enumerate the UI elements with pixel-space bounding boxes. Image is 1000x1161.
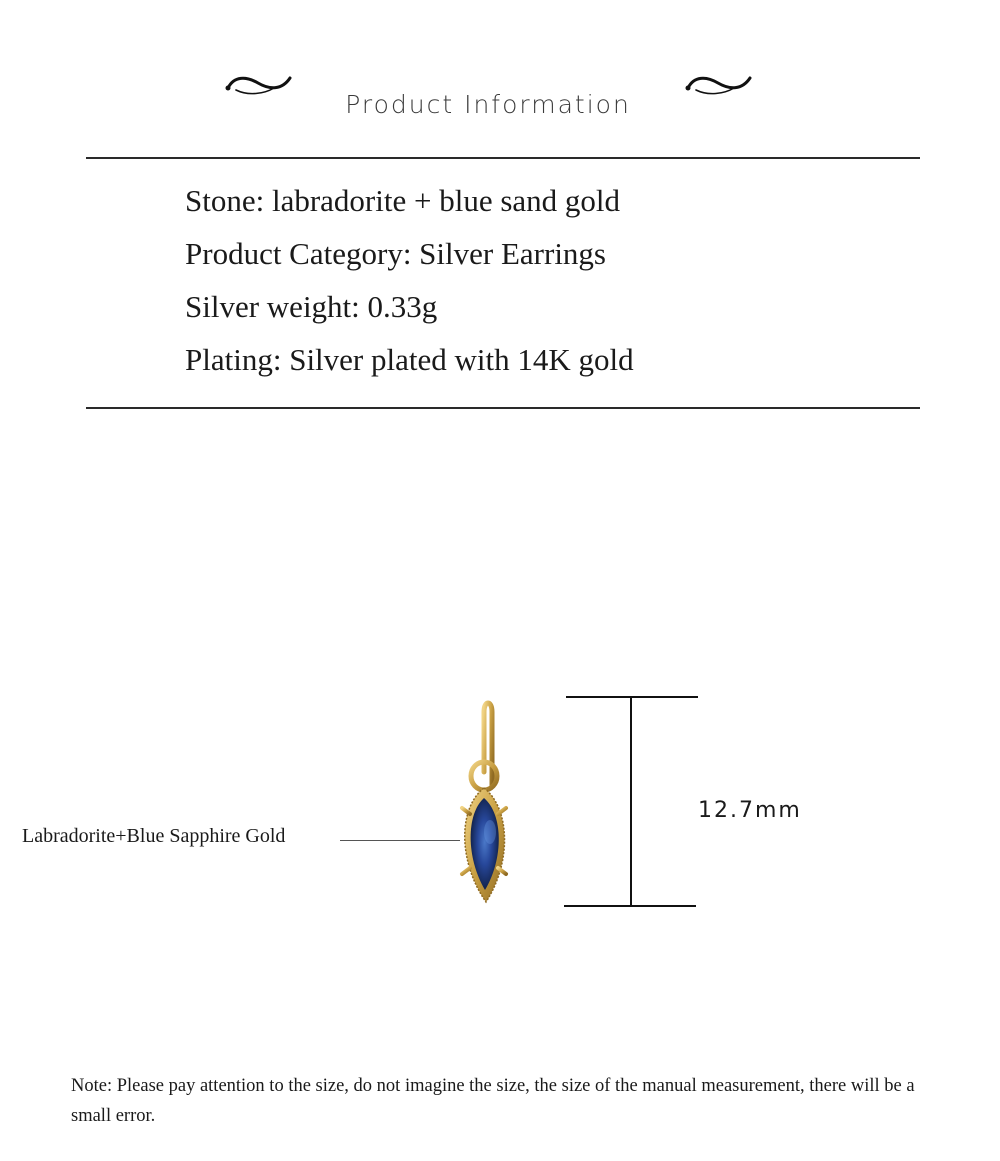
section-title: Product Information [345, 90, 631, 119]
dimension-vertical-line [630, 697, 632, 906]
dimension-value: 12.7mm [698, 798, 802, 823]
dimension-bottom-line [564, 905, 696, 907]
stone-label: Labradorite+Blue Sapphire Gold [22, 825, 286, 847]
spec-stone: Stone: labradorite + blue sand gold [185, 183, 621, 218]
bottom-divider [86, 407, 920, 409]
spec-weight: Silver weight: 0.33g [185, 289, 438, 324]
spec-category: Product Category: Silver Earrings [185, 236, 606, 271]
earring-pendant-image [440, 690, 540, 920]
spec-plating: Plating: Silver plated with 14K gold [185, 342, 634, 377]
top-divider [86, 157, 920, 159]
size-note: Note: Please pay attention to the size, do not imagine the size, the size of the manual measurement, there will be a small error. [71, 1076, 915, 1126]
dimension-top-line [566, 696, 698, 698]
